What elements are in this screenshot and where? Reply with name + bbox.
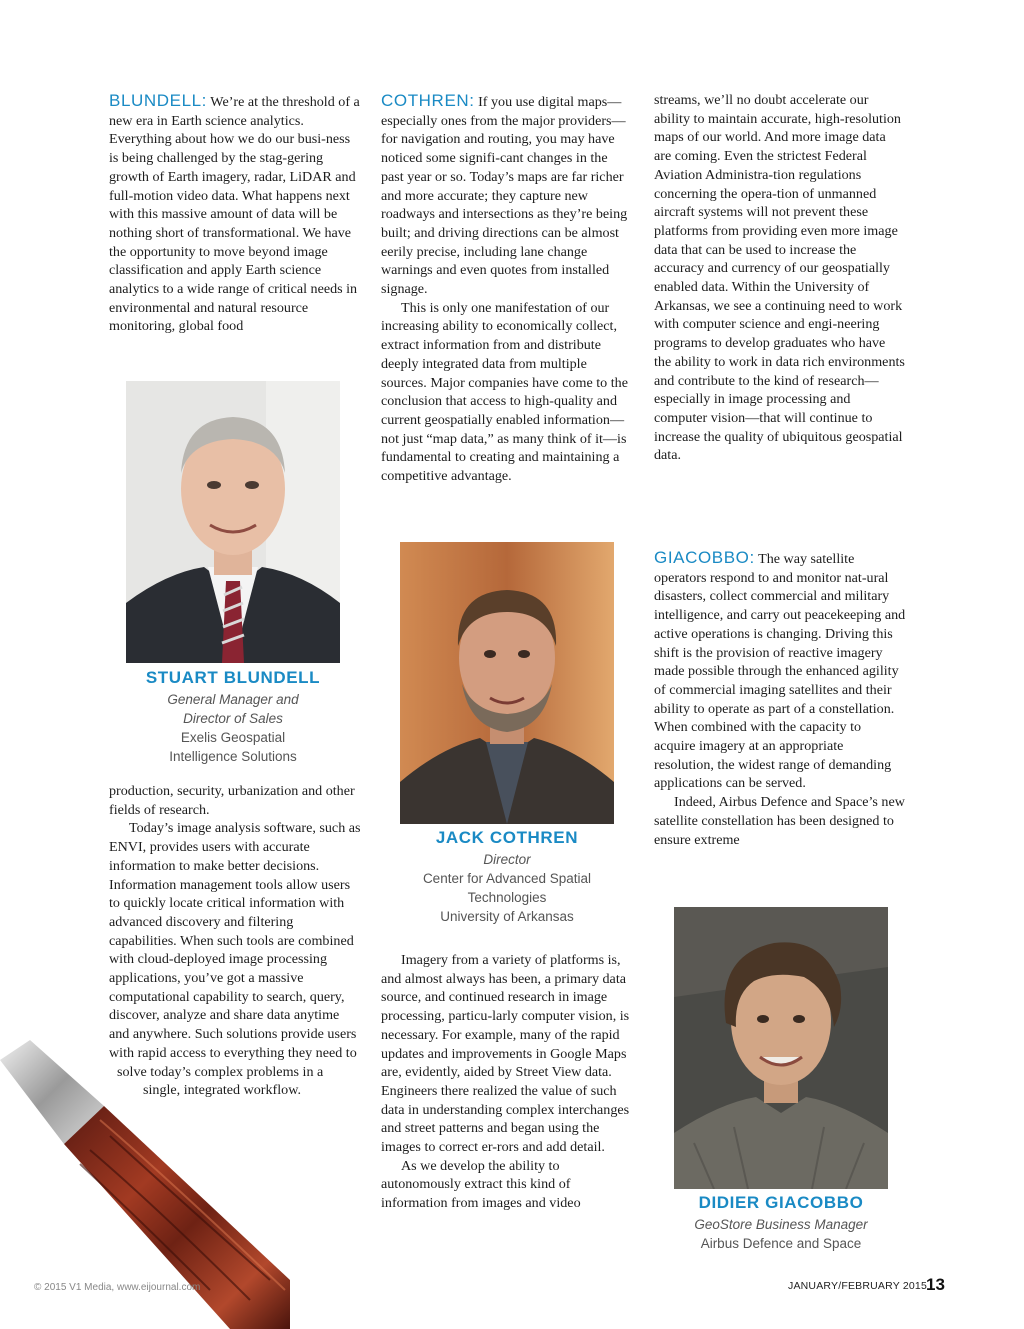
giacobbo-name: DIDIER GIACOBBO [698, 1193, 864, 1212]
cothren-paragraph: streams, we’ll no doubt accelerate our ability to maintain accurate, high-resolution maps of our world. And more image data are coming. Even the strictest Federal Aviation Administra-tion regulations concerning the opera-tion of unmanned aircraft systems will not prevent these platforms from providing even more image data that can be used to increase the accuracy and currency of our geospatially enabled data. Within the University of Arkansas, we see a continuing need to work with computer science and engi-neering programs to develop graduates who have the ability to work in data rich environments and contribute to the kind of research—especially in image processing and computer vision—that will continue to increase the quality of ubiquitous geospatial data. [654, 92, 905, 464]
cothren-paragraph: Imagery from a variety of platforms is, and almost always has been, a primary data source, and continued research in image processing, particu-larly computer vision, is necessary. For example, many of the rapid updates and improvements in Google Maps are, evidently, aided by Street View data. Engineers there realized the value of such data in understanding complex interchanges and street patterns and began using the images to correct er-rors and add detail. [381, 952, 630, 1156]
cothren-org-line1: Center for Advanced Spatial [422, 871, 592, 886]
blundell-paragraph-end: solve today’s complex problems in a [117, 1063, 324, 1080]
stuart-blundell-photo [126, 381, 340, 663]
cothren-intro-text [381, 92, 633, 486]
blundell-intro-body: We’re at the threshold of a new era in Earth science analytics. Everything about how we do our busi-ness is being challenged by the stag-gering growth of Earth imagery, radar, LiDAR and full-motion video data. What happens next with this massive amount of data will be nothing short of transformational. We have the opportunity to move beyond image classification and apply Earth science analytics to a wide range of critical needs in environmental and natural resource monitoring, global food [109, 94, 360, 335]
cothren-title: Director [483, 852, 531, 867]
blundell-title-line1: General Manager and [167, 692, 299, 707]
cothren-name: JACK COTHREN [435, 828, 579, 847]
blundell-org-line2: Intelligence Solutions [169, 749, 297, 764]
blundell-org-line1: Exelis Geospatial [180, 730, 286, 745]
blundell-paragraph-end: single, integrated workflow. [143, 1082, 301, 1099]
blundell-paragraph: production, security, urbanization and other fields of research. [109, 783, 355, 818]
giacobbo-caption [658, 1193, 904, 1253]
cothren-right-text [654, 91, 906, 465]
blundell-intro-text [109, 92, 361, 336]
blundell-paragraph: Today’s image analysis software, such as ENVI, provides users with accurate information to make better decisions. Information management tools allow users to quickly locate critical information with advanced discovery and filtering capabilities. When such tools are combined with cloud-deployed image processing applications, you’ve got a massive computational capability to search, query, discover, analyze and share data anytime and anywhere. Such solutions provide users with rapid access to everything they need to [109, 820, 361, 1061]
cothren-paragraph: As we develop the ability to autonomously extract this kind of information from images and video [381, 1157, 581, 1212]
giacobbo-lead-label: GIACOBBO: [654, 548, 755, 567]
cothren-intro-body: If you use digital maps—especially ones from the major providers—for navigation and routing, you may have noticed some signifi-cant changes in the past year or so. Today’s maps are far richer and more accurate; they capture new roadways and intersections as they’re being built; and driving directions can be almost eerily precise, including lane change warnings and even quotes from installed signage. [381, 94, 628, 298]
giacobbo-intro-text [654, 549, 906, 849]
blundell-lead-label: BLUNDELL: [109, 91, 207, 110]
blundell-caption [110, 668, 356, 766]
blundell-title-line2: Director of Sales [183, 711, 283, 726]
cothren-continued-text [381, 951, 633, 1213]
page-number: 13 [926, 1275, 945, 1294]
issue-date: JANUARY/FEBRUARY 2015 [788, 1280, 928, 1292]
cothren-caption [384, 828, 630, 926]
cothren-org-line2: Technologies [467, 890, 547, 905]
copyright-notice: © 2015 V1 Media, www.eijournal.com [34, 1282, 201, 1293]
giacobbo-paragraph: Indeed, Airbus Defence and Space’s new satellite constellation has been designed to ensure extreme [654, 794, 905, 848]
giacobbo-org: Airbus Defence and Space [700, 1236, 862, 1251]
blundell-name: STUART BLUNDELL [145, 668, 321, 687]
didier-giacobbo-photo [674, 907, 888, 1189]
cothren-lead-label: COTHREN: [381, 91, 475, 110]
cothren-org-line3: University of Arkansas [440, 909, 574, 924]
giacobbo-intro-body: The way satellite operators respond to and monitor nat-ural disasters, collect commercial and military intelligence, and carry out peacekeeping and active operations is changing. Driving this shift is the provision of reactive imagery made possible through the enhanced agility of commercial imaging satellites and their ability to operate as part of a constellation. When combined with the capacity to acquire imagery at an appropriate resolution, the widest range of demanding applications can be served. [654, 551, 906, 792]
jack-cothren-photo [400, 542, 614, 824]
cothren-paragraph: This is only one manifestation of our increasing ability to economically collect, extract information from and distribute deeply integrated data from multiple sources. Major companies have come to the conclusion that access to high-quality and current geospatially enabled information—not just “map data,” as many think of it—is fundamental to creating and maintaining a competitive advantage. [381, 299, 628, 485]
giacobbo-title: GeoStore Business Manager [694, 1217, 868, 1232]
